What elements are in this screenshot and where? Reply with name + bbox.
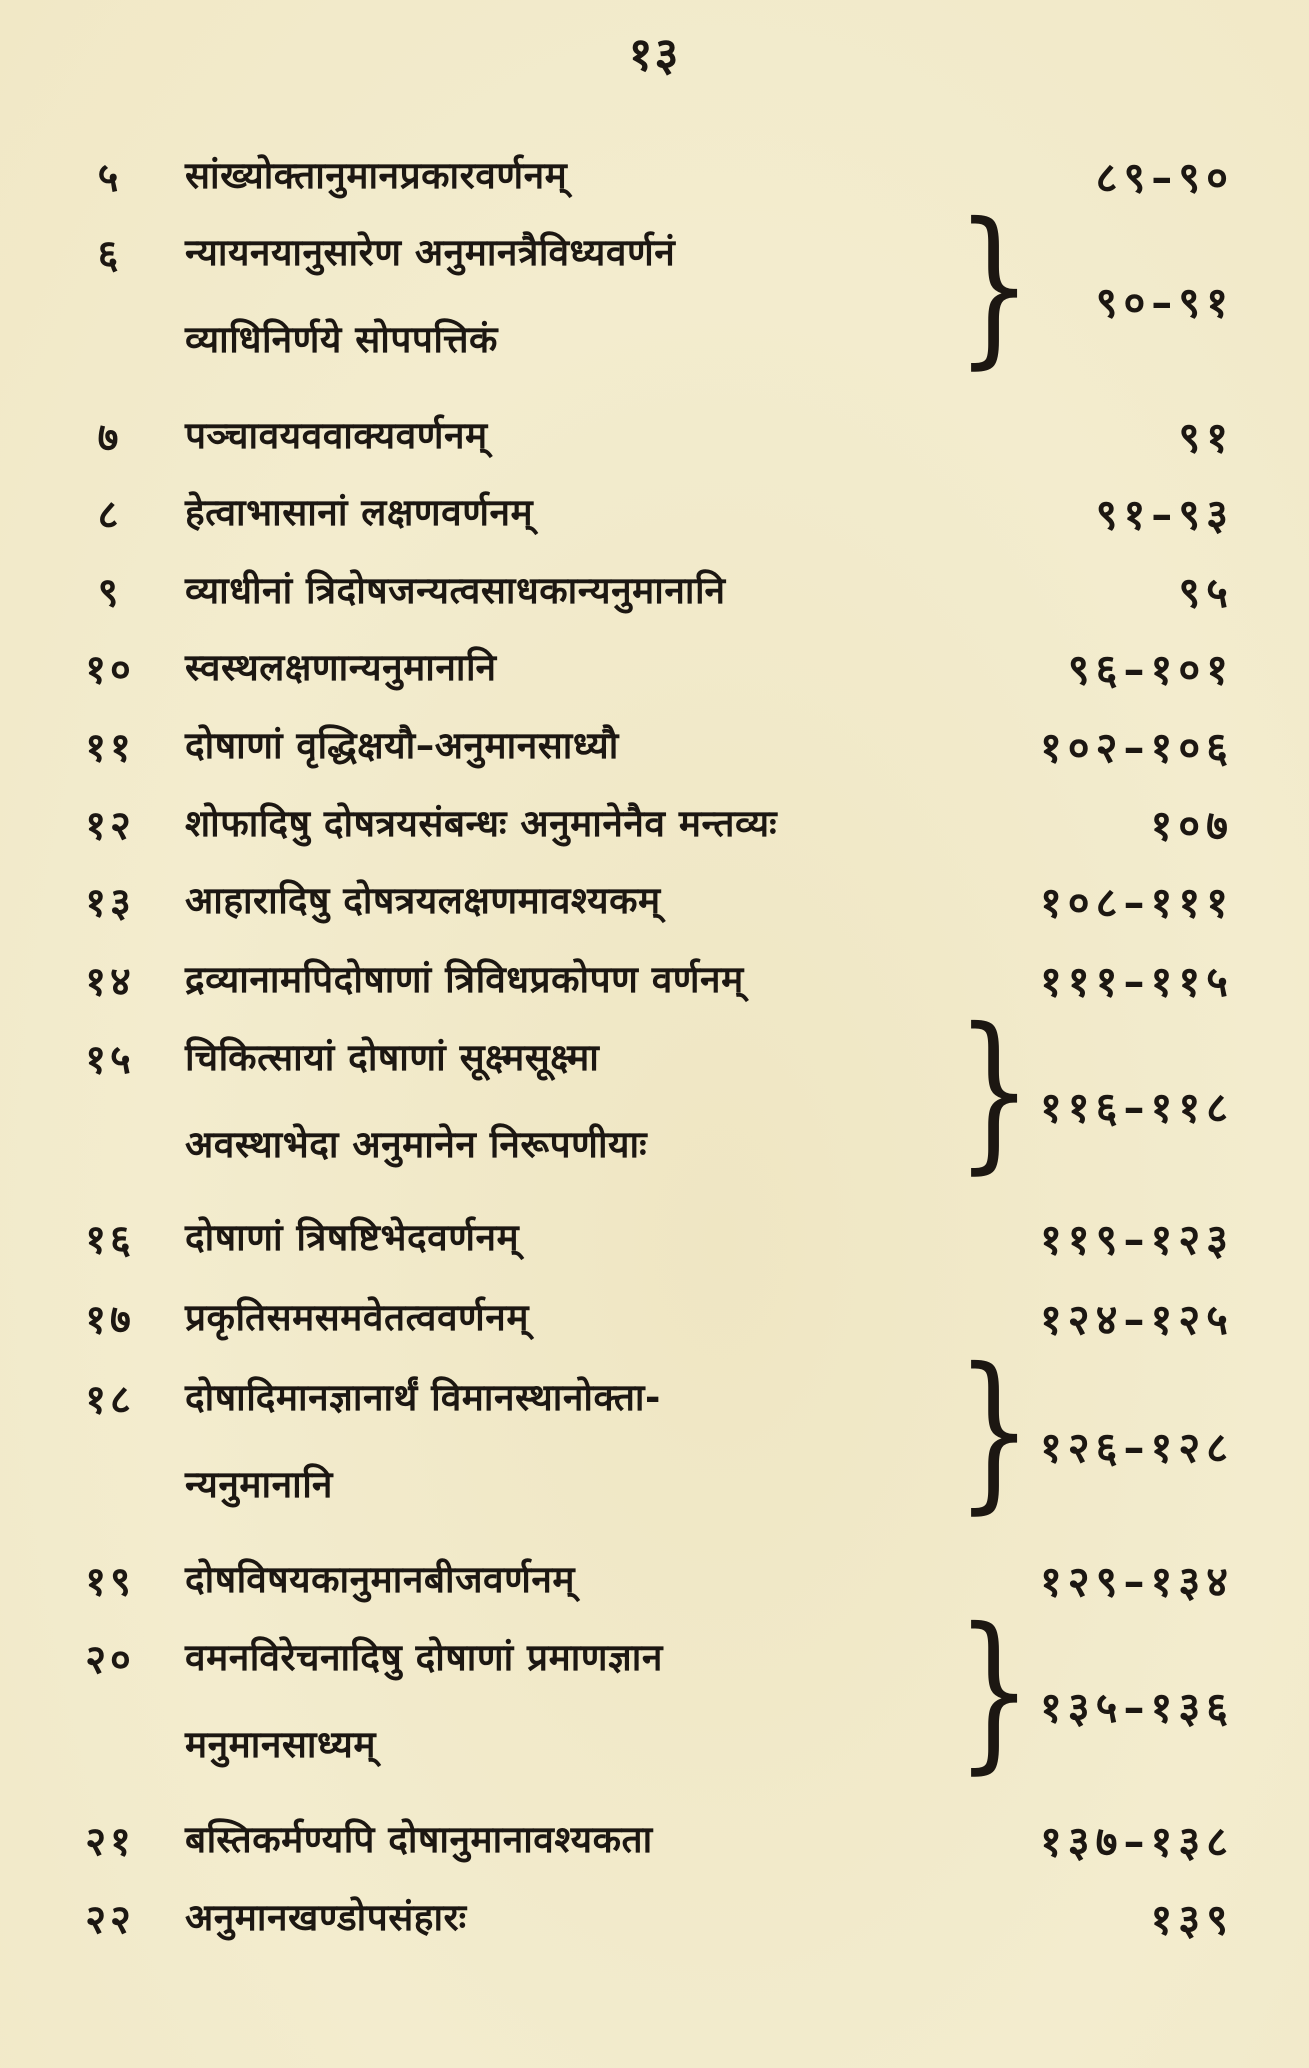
entry-title-line: दोषविषयकानुमानबीजवर्णनम्	[185, 1558, 576, 1601]
entry-number: ११	[85, 725, 135, 771]
entry-title	[185, 1552, 575, 1603]
entry-title	[185, 1210, 519, 1261]
entry-title	[185, 1630, 663, 1768]
entry-number: ५	[97, 155, 123, 201]
entry-title-line: व्याधीनां त्रिदोषजन्यत्वसाधकान्यनुमानानि	[185, 569, 726, 612]
entry-pages: १०२–१०६	[1039, 723, 1234, 772]
entry-number: २२	[85, 1897, 135, 1943]
entry-title-line: प्रकृतिसमसमवेतत्ववर्णनम्	[185, 1296, 529, 1339]
entry-title-line: सांख्योक्तानुमानप्रकारवर्णनम्	[185, 154, 568, 197]
entry-title	[185, 1290, 529, 1341]
entry-pages: १२४–१२५	[1039, 1295, 1234, 1344]
entry-pages: १२६–१२८	[1039, 1423, 1234, 1472]
entry-title	[185, 408, 488, 459]
entry-title-line: व्याधिनिर्णये सोपपत्तिकं	[185, 318, 498, 361]
entry-number: १२	[85, 803, 135, 849]
entry-title-line: पञ्चावयववाक्यवर्णनम्	[185, 414, 488, 457]
entry-pages: १३७–१३८	[1039, 1817, 1234, 1866]
entry-pages: ९६–१०१	[1067, 645, 1234, 694]
entry-title-line: दोषाणां वृद्धिक्षयौ–अनुमानसाध्यौ	[185, 724, 619, 767]
entry-pages: १२९–१३४	[1039, 1557, 1234, 1606]
entry-title-line: दोषादिमानज्ञानार्थं विमानस्थानोक्ता-	[185, 1376, 661, 1419]
entry-title	[185, 796, 777, 847]
entry-pages: ९१–९३	[1095, 490, 1234, 539]
entry-title	[185, 873, 661, 924]
entry-title-line: अवस्थाभेदा अनुमानेन निरूपणीयाः	[185, 1123, 648, 1166]
grouping-brace: }	[956, 1592, 1032, 1790]
entry-title-line: न्यायनयानुसारेण अनुमानत्रैविध्यवर्णनं	[185, 231, 676, 274]
entry-number: १९	[85, 1559, 135, 1605]
entry-title-line: न्यनुमानानि	[185, 1463, 333, 1506]
entry-title	[185, 952, 744, 1003]
entry-pages: ९५	[1178, 568, 1234, 617]
entry-title	[185, 1890, 467, 1941]
entry-pages: १३५–१३६	[1039, 1683, 1234, 1732]
entry-title-line: अनुमानखण्डोपसंहारः	[185, 1896, 467, 1939]
entry-title	[185, 485, 533, 536]
entry-number: १५	[85, 1037, 135, 1083]
entry-pages: १०८–१११	[1039, 878, 1234, 927]
entry-number: १८	[85, 1377, 135, 1423]
entry-number: ६	[97, 232, 123, 278]
entry-title	[185, 1030, 647, 1168]
entry-title-line: बस्तिकर्मण्यपि दोषानुमानावश्यकता	[185, 1818, 653, 1861]
entry-title-line: द्रव्यानामपिदोषाणां त्रिविधप्रकोपण वर्णनम्	[185, 958, 744, 1001]
page-number: १३	[628, 27, 681, 81]
entry-title-line: आहारादिषु दोषत्रयलक्षणमावश्यकम्	[185, 879, 661, 922]
entry-number: ७	[97, 415, 123, 461]
entry-number: १६	[85, 1217, 135, 1263]
grouping-brace: }	[956, 992, 1032, 1190]
entry-title-line: वमनविरेचनादिषु दोषाणां प्रमाणज्ञान	[185, 1636, 663, 1679]
entry-number: २०	[85, 1637, 135, 1683]
entry-title	[185, 225, 675, 363]
entry-title-line: दोषाणां त्रिषष्टिभेदवर्णनम्	[185, 1216, 520, 1259]
entry-title	[185, 718, 619, 769]
entry-number: १४	[85, 959, 135, 1005]
grouping-brace: }	[956, 187, 1032, 385]
entry-title	[185, 1812, 653, 1863]
entry-number: ८	[97, 492, 123, 538]
entry-number: २१	[85, 1819, 135, 1865]
entry-title-line: मनुमानसाध्यम्	[185, 1723, 376, 1766]
entry-number: ९	[97, 570, 123, 616]
entry-title	[185, 640, 497, 691]
entry-title	[185, 148, 567, 199]
entry-title-line: शोफादिषु दोषत्रयसंबन्धः अनुमानेनैव मन्तव्यः	[185, 802, 778, 845]
entry-pages: १०७	[1150, 801, 1234, 850]
entry-title-line: चिकित्सायां दोषाणां सूक्ष्मसूक्ष्मा	[185, 1036, 600, 1079]
entry-title	[185, 1370, 661, 1508]
entry-title-line: हेत्वाभासानां लक्षणवर्णनम्	[185, 491, 534, 534]
entry-pages: ११९–१२३	[1039, 1215, 1234, 1264]
entry-number: १०	[85, 647, 135, 693]
entry-pages: ८९–९०	[1095, 153, 1234, 202]
entry-number: १७	[85, 1297, 135, 1343]
entry-pages: ९१	[1178, 413, 1234, 462]
entry-number: १३	[85, 880, 135, 926]
entry-pages: ११६–११८	[1039, 1083, 1234, 1132]
entry-pages: १३९	[1150, 1895, 1234, 1944]
entry-title-line: स्वस्थलक्षणान्यनुमानानि	[185, 646, 497, 689]
grouping-brace: }	[956, 1332, 1032, 1530]
entry-pages: १११–११५	[1039, 957, 1234, 1006]
entry-pages: ९०–९१	[1095, 278, 1234, 327]
entry-title	[185, 563, 726, 614]
